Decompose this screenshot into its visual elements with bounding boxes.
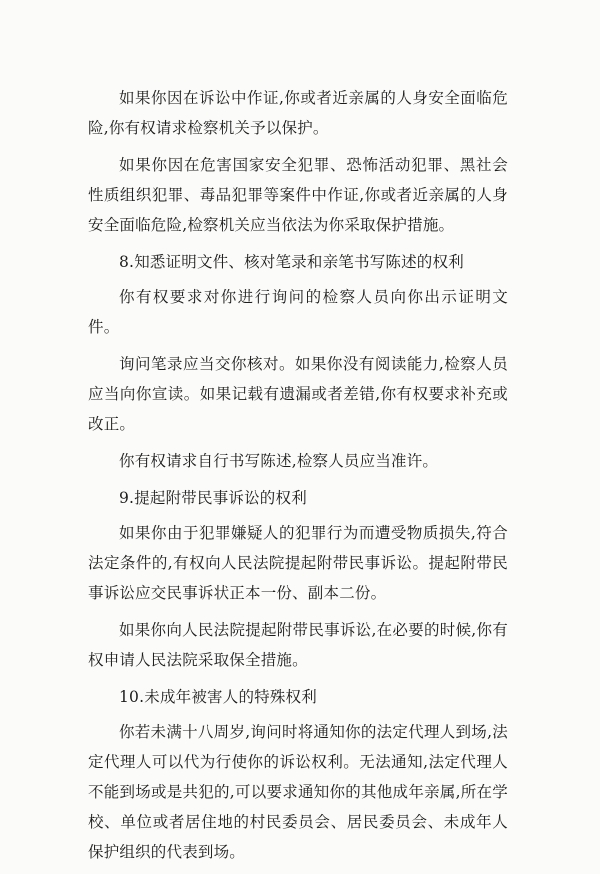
section-heading-10: 10.未成年被害人的特殊权利 [119, 688, 317, 706]
document-body [88, 83, 508, 874]
paragraph-civil-suit: 如果你由于犯罪嫌疑人的犯罪行为而遭受物质损失,符合法定条件的,有权向人民法院提起附带民事诉讼。提起附带民事诉讼应交民事诉状正本一份、副本二份。 [88, 524, 508, 602]
paragraph-special-case-protection: 如果你因在危害国家安全犯罪、恐怖活动犯罪、黑社会性质组织犯罪、毒品犯罪等案件中作证,你或者近亲属的人身安全面临危险,检察机关应当依法为你采取保护措施。 [88, 156, 508, 234]
paragraph-verify-record: 询问笔录应当交你核对。如果你没有阅读能力,检察人员应当向你宣读。如果记载有遗漏或者差错,你有权要求补充或改正。 [88, 355, 508, 433]
paragraph-self-written-statement: 你有权请求自行书写陈述,检察人员应当准许。 [119, 452, 439, 470]
paragraph-minor-rights: 你若未满十八周岁,询问时将通知你的法定代理人到场,法定代理人可以代为行使你的诉讼权利。无法通知,法定代理人不能到场或是共犯的,可以要求通知你的其他成年亲属,所在学校、单位或者居住地的村民委员会、居民委员会、未成年人保护组织的代表到场。 [88, 723, 508, 861]
paragraph-witness-protection: 如果你因在诉讼中作证,你或者近亲属的人身安全面临危险,你有权请求检察机关予以保护。 [88, 89, 508, 137]
section-heading-8: 8.知悉证明文件、核对笔录和亲笔书写陈述的权利 [119, 253, 464, 271]
section-heading-9: 9.提起附带民事诉讼的权利 [119, 489, 307, 507]
paragraph-request-certificate: 你有权要求对你进行询问的检察人员向你出示证明文件。 [88, 288, 508, 336]
paragraph-preservation-measures: 如果你向人民法院提起附带民事诉讼,在必要的时候,你有权申请人民法院采取保全措施。 [88, 621, 508, 669]
